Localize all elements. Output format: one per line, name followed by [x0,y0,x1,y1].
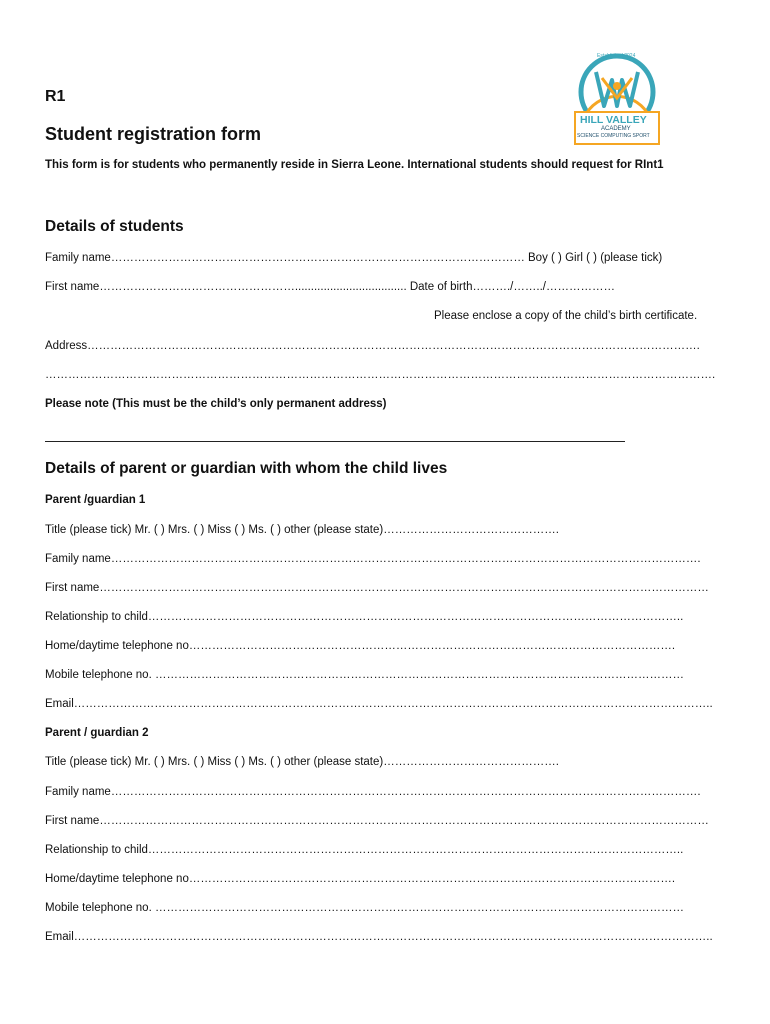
student-family-name-field[interactable]: Family name……………………………………………………………………………………………… Boy ( ) Girl ( ) (please tick) [45,252,663,264]
guardian-2-mobile-phone-field[interactable]: Mobile telephone no. ………………………………………………………………………………………………………………………… [45,902,684,914]
guardian-1-email-field[interactable]: Email………………………………………………………………………………………………………………………………………………….. [45,698,713,710]
guardian-2-first-name-field[interactable]: First name…………………………………………………………………………………………………………………………………………… [45,815,709,827]
address-field-1[interactable]: Address……………………………………………………………………………………………………………………………………………. [45,340,700,352]
address-note: Please note (This must be the child’s only permanent address) [45,398,387,410]
logo-subtitle: ACADEMY [601,126,631,132]
guardian-2-email-field[interactable]: Email………………………………………………………………………………………………………………………………………………….. [45,931,713,943]
logo-ring-text: Established 2024 [597,53,636,59]
section-divider [45,441,625,442]
guardian-1-mobile-phone-field[interactable]: Mobile telephone no. ………………………………………………………………………………………………………………………… [45,669,684,681]
guardian-2-label: Parent / guardian 2 [45,727,149,739]
guardian-1-home-phone-field[interactable]: Home/daytime telephone no………………………………………………………………………………………………………………. [45,640,676,652]
logo-name: HILL VALLEY [580,114,647,126]
logo-tagline: SCIENCE COMPUTING SPORT [577,133,650,139]
guardian-1-family-name-field[interactable]: Family name………………………………………………………………………………………………………………………………………. [45,553,701,565]
guardian-2-family-name-field[interactable]: Family name………………………………………………………………………………………………………………………………………. [45,786,701,798]
birth-certificate-note: Please enclose a copy of the child’s birth certificate. [434,310,698,322]
student-first-name-field[interactable]: First name……………………………………………................................... Date of birth………./……../……………… [45,281,615,293]
parents-heading: Details of parent or guardian with whom the child lives [45,460,448,477]
form-code: R1 [45,88,66,105]
page-title: Student registration form [45,124,262,144]
guardian-2-relationship-field[interactable]: Relationship to child………………………………………………………………………………………………………………………….. [45,844,684,856]
guardian-1-first-name-field[interactable]: First name…………………………………………………………………………………………………………………………………………… [45,582,709,594]
address-field-2[interactable]: …………………………………………………………………………………………………………………………………………………………. [45,369,716,381]
guardian-1-label: Parent /guardian 1 [45,494,146,506]
students-heading: Details of students [45,218,184,235]
guardian-2-title-field[interactable]: Title (please tick) Mr. ( ) Mrs. ( ) Miss ( ) Ms. ( ) other (please state)………………………………………. [45,756,559,768]
intro-text: This form is for students who permanently reside in Sierra Leone. International students should request for RInt1 [45,159,664,171]
guardian-1-relationship-field[interactable]: Relationship to child………………………………………………………………………………………………………………………….. [45,611,684,623]
guardian-1-title-field[interactable]: Title (please tick) Mr. ( ) Mrs. ( ) Miss ( ) Ms. ( ) other (please state)………………………………………. [45,524,559,536]
guardian-2-home-phone-field[interactable]: Home/daytime telephone no………………………………………………………………………………………………………………. [45,873,676,885]
